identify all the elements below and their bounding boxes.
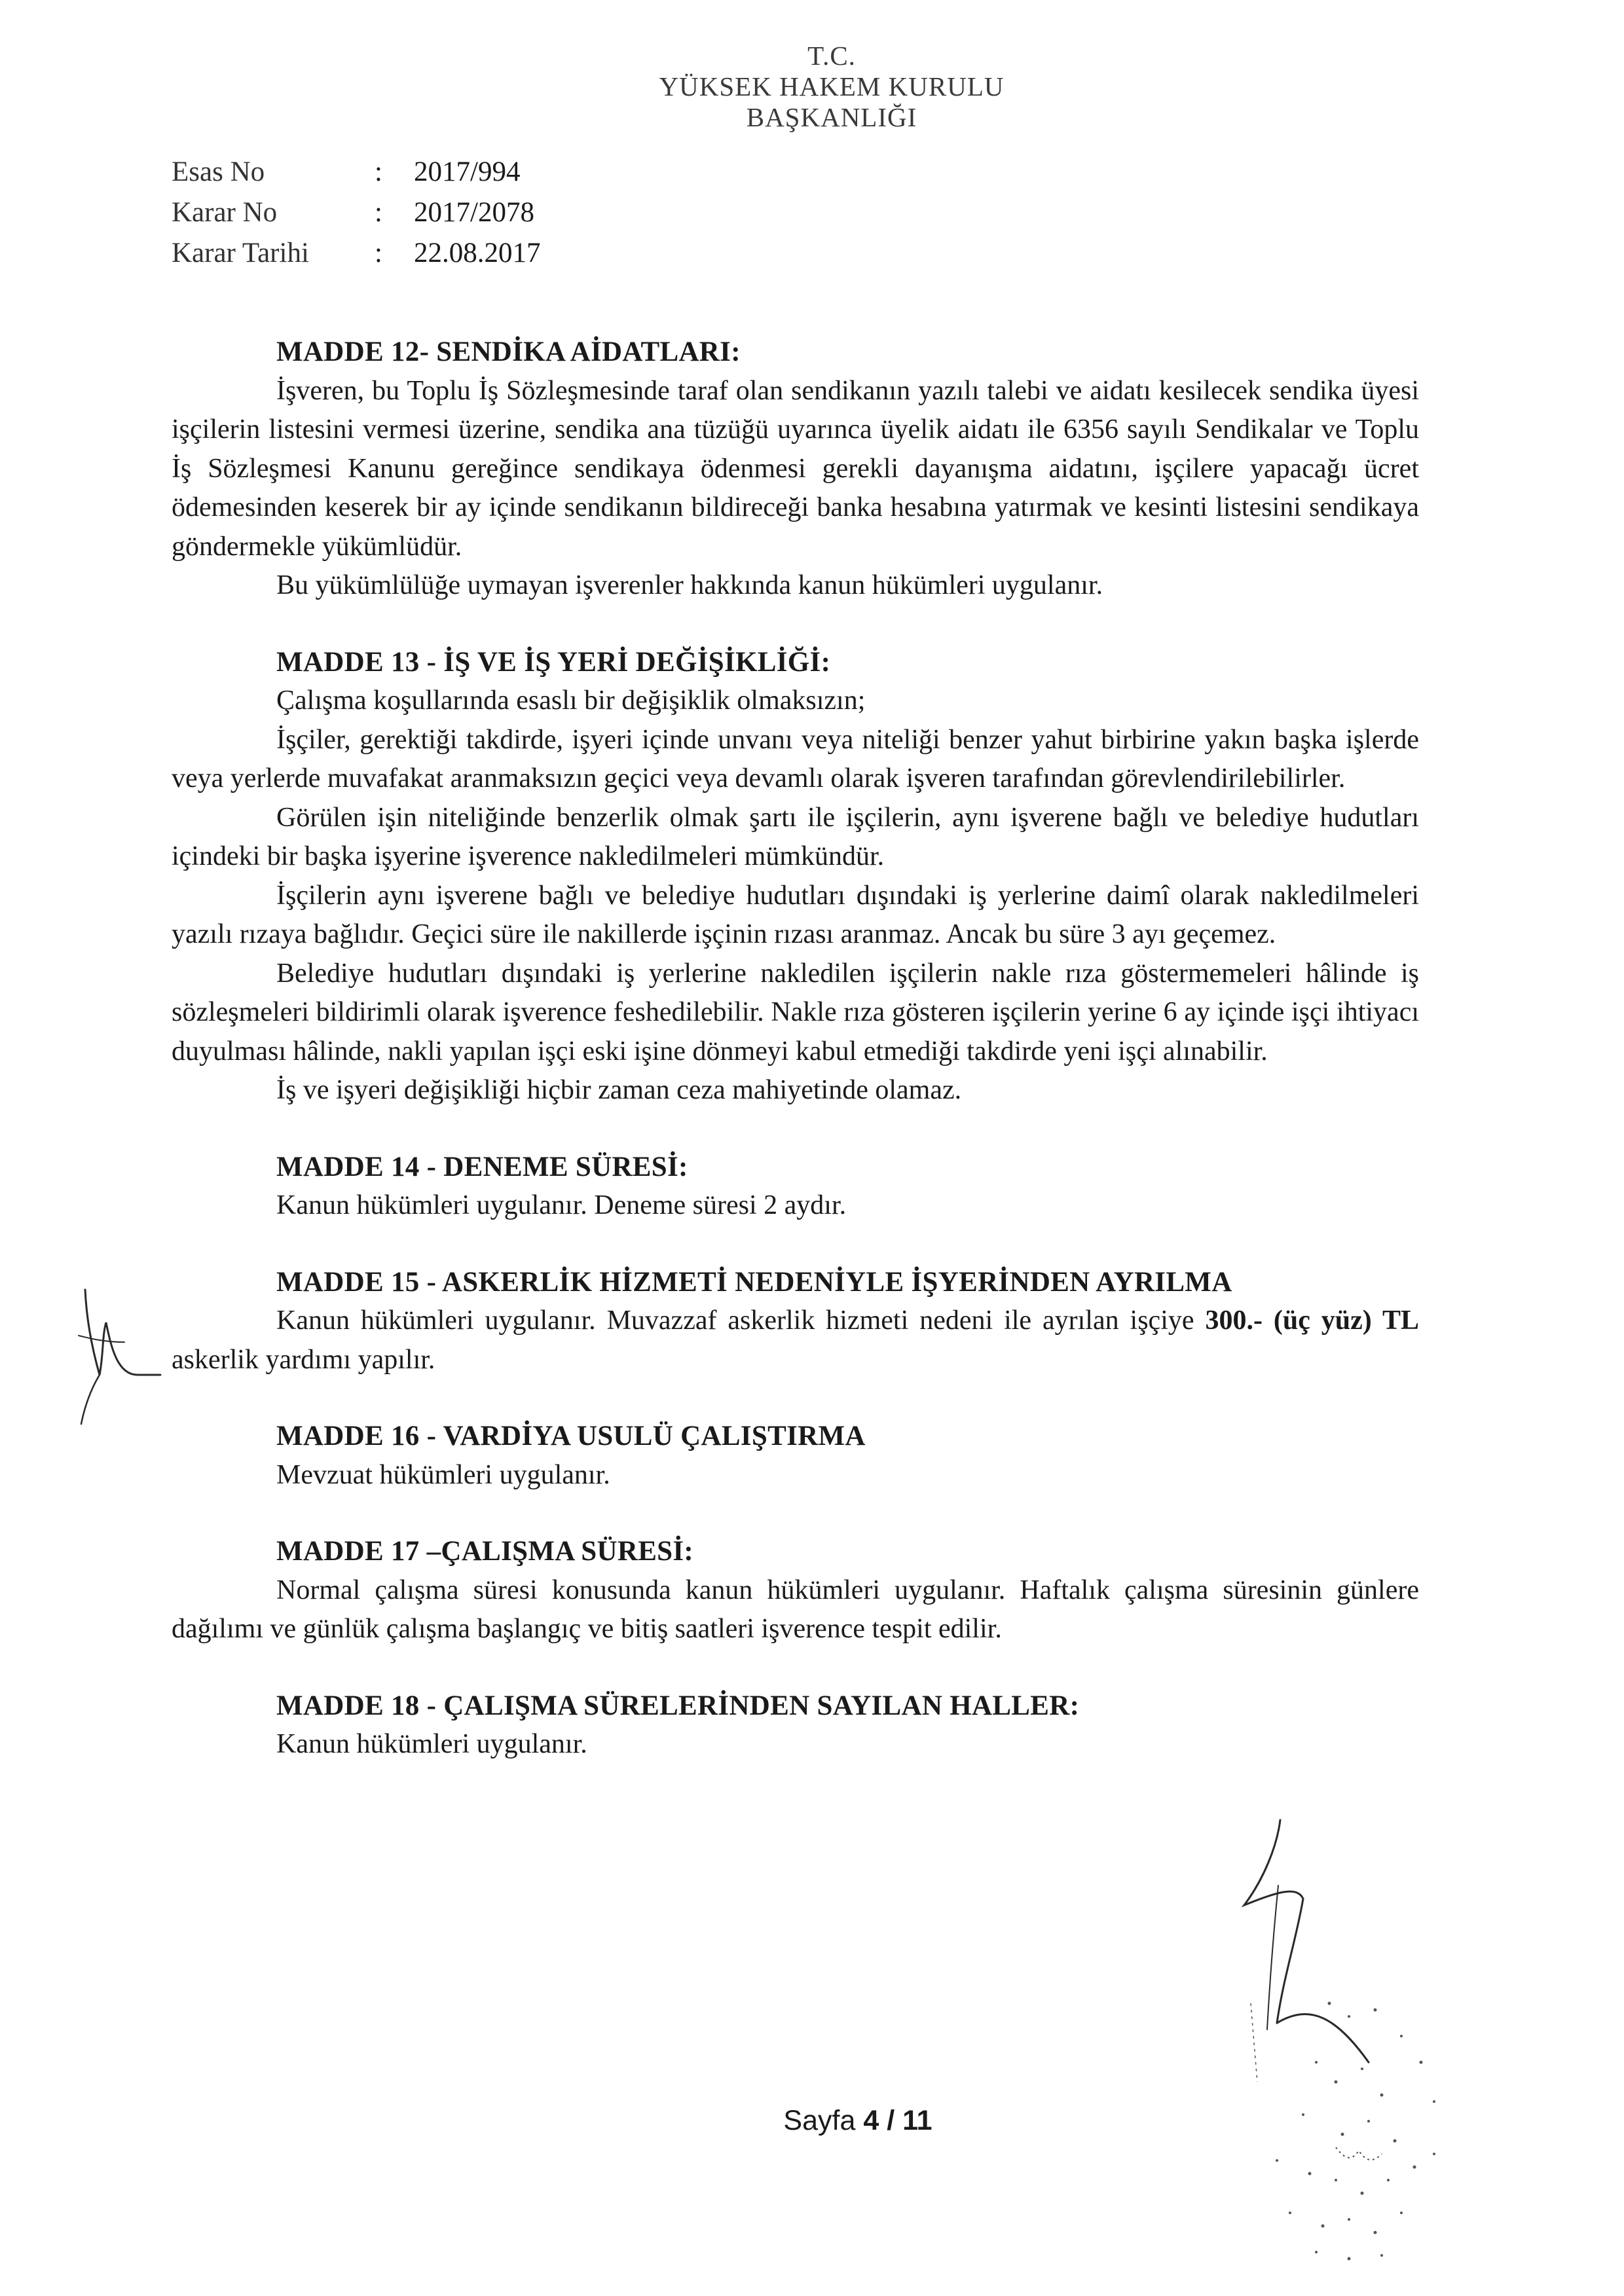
article-title: MADDE 13 - İŞ VE İŞ YERİ DEĞİŞİKLİĞİ: <box>276 646 831 678</box>
article-15-amount: 300.- (üç yüz) TL <box>1205 1305 1419 1336</box>
article-paragraph <box>172 1302 1419 1379</box>
meta-key: Esas No <box>172 156 265 187</box>
article-paragraph: Bu yükümlülüğe uymayan işverenler hakkında kanun hükümleri uygulanır. <box>276 570 1103 600</box>
faded-stamp-seal <box>1238 1964 1486 2285</box>
article-paragraph: Kanun hükümleri uygulanır. Deneme süresi 2 aydır. <box>276 1190 847 1220</box>
article-title: MADDE 15 - ASKERLİK HİZMETİ NEDENİYLE İŞYERİNDEN AYRILMA <box>276 1266 1232 1298</box>
article-15 <box>172 1263 1419 1380</box>
article-paragraph: Çalışma koşullarında esaslı bir değişiklik olmaksızın; <box>276 685 866 716</box>
article-title: MADDE 12- SENDİKA AİDATLARI: <box>276 337 741 367</box>
article-title: MADDE 18 - ÇALIŞMA SÜRELERİNDEN SAYILAN HALLER: <box>276 1690 1080 1721</box>
case-meta <box>172 152 541 274</box>
article-paragraph: İşveren, bu Toplu İş Sözleşmesinde taraf olan sendikanın yazılı talebi ve aidatı kesilecek sendika üyesi işçilerin listesini vermesi üzerine, sendika ana tüzüğü uyarınca üyelik aidatı ile 6356 sayılı Sendikalar ve Toplu İş Sözleşmesi Kanunu gereğince sendikaya ödenmesi gerekli dayanışma aidatını, işçilere yapacağı ücret ödemesinden keserek bir ay içinde sendikanın bildireceği banka hesabına yatırmak ve kesinti listesini sendikaya göndermekle yükümlüdür. <box>172 375 1419 562</box>
header-line-court: YÜKSEK HAKEM KURULU <box>659 71 1005 101</box>
article-15-text-part1: Kanun hükümleri uygulanır. Muvazzaf askerlik hizmeti nedeni ile ayrılan işçiye <box>276 1305 1206 1336</box>
left-margin-signature <box>39 1277 170 1434</box>
meta-value: 22.08.2017 <box>414 238 541 268</box>
meta-key: Karar Tarihi <box>172 238 309 268</box>
article-14 <box>172 1148 1419 1226</box>
meta-key: Karar No <box>172 197 278 228</box>
article-paragraph: İş ve işyeri değişikliği hiçbir zaman ceza mahiyetinde olamaz. <box>276 1075 962 1105</box>
document-body <box>172 333 1419 1802</box>
meta-row-decision-date <box>172 233 541 274</box>
article-title: MADDE 17 –ÇALIŞMA SÜRESİ: <box>276 1536 694 1567</box>
meta-colon: : <box>375 197 382 228</box>
header-line-tc: T.C. <box>807 41 856 71</box>
article-15-text-part2: askerlik yardımı yapılır. <box>172 1344 435 1375</box>
meta-value: 2017/2078 <box>414 197 534 228</box>
article-paragraph: İşçilerin aynı işverene bağlı ve belediye hudutları dışındaki iş yerlerine daimî olarak nakledilmeleri yazılı rızaya bağlıdır. Geçici süre ile nakillerde işçinin rızası aranmaz. Ancak bu süre 3 ayı geçemez. <box>172 880 1419 949</box>
meta-colon: : <box>375 238 382 268</box>
page-label: Sayfa <box>783 2105 864 2136</box>
meta-row-decision-no <box>172 192 541 233</box>
article-paragraph: Görülen işin niteliğinde benzerlik olmak şartı ile işçilerin, aynı işverene bağlı ve belediye hudutları içindeki bir başka işyerine işverence nakledilmeleri mümkündür. <box>172 802 1419 871</box>
article-16 <box>172 1417 1419 1495</box>
article-paragraph: Belediye hudutları dışındaki iş yerlerine nakledilen işçilerin nakle rıza göstermemeleri hâlinde iş sözleşmeleri bildirimli olarak işverence feshedilebilir. Nakle rıza gösteren işçilerin yerine 6 ay içinde işçi ihtiyacı duyulması hâlinde, nakli yapılan işçi eski işine dönmeyi kabul etmediği takdirde yeni işçi alınabilir. <box>172 958 1419 1066</box>
header-line-presidency: BAŞKANLIĞI <box>746 102 917 132</box>
article-18 <box>172 1686 1419 1764</box>
page-number-footer <box>694 2105 1022 2137</box>
meta-row-case-no <box>172 152 541 192</box>
article-17 <box>172 1532 1419 1649</box>
article-12 <box>172 333 1419 606</box>
article-paragraph: Kanun hükümleri uygulanır. <box>276 1729 587 1759</box>
article-paragraph: Normal çalışma süresi konusunda kanun hükümleri uygulanır. Haftalık çalışma süresinin günlere dağılımı ve günlük çalışma başlangıç ve bitiş saatleri işverence tespit edilir. <box>172 1575 1419 1644</box>
article-title: MADDE 16 - VARDİYA USULÜ ÇALIŞTIRMA <box>276 1421 866 1451</box>
current-page: 4 <box>863 2105 879 2136</box>
article-paragraph: İşçiler, gerektiği takdirde, işyeri içinde unvanı veya niteliği benzer yahut birbirine yakın başka işlerde veya yerlerde muvafakat aranmaksızın geçici veya devamlı olarak işveren tarafından görevlendirilebilirler. <box>172 724 1419 793</box>
meta-colon: : <box>375 156 382 187</box>
article-title: MADDE 14 - DENEME SÜRESİ: <box>276 1151 688 1182</box>
article-13 <box>172 643 1419 1110</box>
total-pages: 11 <box>902 2105 932 2136</box>
institution-header <box>576 41 1087 133</box>
article-paragraph: Mevzuat hükümleri uygulanır. <box>276 1459 610 1490</box>
page-separator: / <box>879 2105 903 2136</box>
meta-value: 2017/994 <box>414 156 521 187</box>
